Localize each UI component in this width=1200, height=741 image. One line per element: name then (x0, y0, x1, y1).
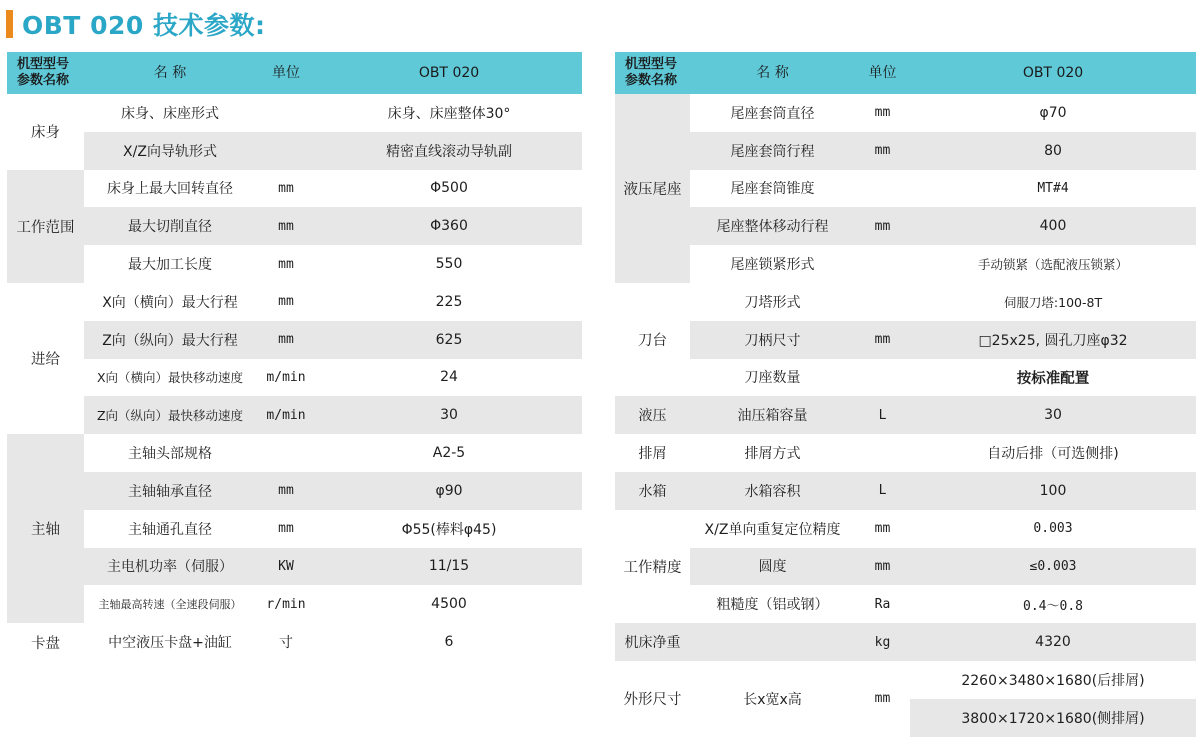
param-unit: mm (874, 521, 891, 537)
param-name: X向（横向）最快移动速度 (96, 370, 244, 386)
param-unit: KW (278, 558, 294, 574)
table-row (7, 434, 582, 472)
param-value: 30 (440, 407, 458, 424)
param-value: 400 (1039, 218, 1067, 235)
table-header-row (7, 52, 582, 94)
table-row (7, 132, 582, 170)
param-value: Φ55(棒料φ45) (401, 521, 497, 538)
header-corner (615, 52, 690, 94)
param-name: 主轴通孔直径 (128, 521, 212, 538)
param-name: 主轴轴承直径 (128, 483, 212, 500)
param-value: 11/15 (428, 558, 470, 575)
header-unit: 单位 (256, 52, 316, 94)
param-unit: mm (278, 483, 294, 499)
param-unit (855, 245, 910, 283)
table-row (615, 283, 1196, 321)
param-name: 最大切削直径 (128, 219, 212, 236)
param-unit (855, 434, 910, 472)
table-row (615, 245, 1196, 283)
param-value: MT#4 (1037, 180, 1069, 196)
header-name: 名 称 (84, 52, 256, 94)
header-corner-line1: 机型型号 (625, 57, 678, 72)
param-name: 尾座锁紧形式 (730, 257, 815, 274)
group-label: 刀台 (615, 283, 690, 396)
header-model: OBT 020 (910, 52, 1196, 94)
table-row (7, 548, 582, 586)
param-unit: r/min (266, 596, 306, 612)
param-value: Φ500 (430, 180, 468, 197)
header-corner (7, 52, 84, 94)
param-unit: mm (874, 558, 891, 574)
param-name: 尾座套筒行程 (730, 143, 815, 160)
table-row (615, 585, 1196, 623)
table-row (615, 623, 1196, 661)
param-value: φ90 (435, 482, 463, 499)
param-unit (256, 94, 316, 132)
param-name (690, 623, 855, 661)
param-name: 中空液压卡盘+油缸 (108, 635, 232, 652)
param-unit: mm (874, 105, 891, 121)
param-name: 床身上最大回转直径 (107, 181, 233, 198)
table-row (615, 132, 1196, 170)
group-label: 工作精度 (615, 510, 690, 623)
param-value: A2-5 (432, 445, 466, 462)
param-unit: L (878, 483, 887, 499)
param-name: 尾座套筒锥度 (730, 181, 815, 198)
param-unit: kg (874, 634, 891, 650)
param-name: 主电机功率（伺服） (107, 559, 233, 576)
param-unit: mm (278, 180, 294, 196)
param-unit: mm (278, 294, 294, 310)
param-name: 最大加工长度 (128, 257, 212, 274)
param-value: 550 (435, 256, 463, 273)
param-name: 圆度 (758, 559, 787, 576)
param-name: 水箱容积 (744, 483, 801, 500)
param-unit (855, 283, 910, 321)
header-unit: 单位 (855, 52, 910, 94)
param-value: 80 (1044, 142, 1062, 159)
param-name: Z向（纵向）最快移动速度 (96, 408, 244, 424)
param-name: 粗糙度（铝或钢） (716, 597, 829, 614)
param-name: 主轴最高转速（全速段伺服） (98, 598, 242, 612)
param-value: □25x25, 圆孔刀座φ32 (978, 332, 1128, 349)
param-value: 30 (1044, 407, 1062, 424)
param-name: 主轴头部规格 (128, 446, 212, 463)
param-unit: m/min (266, 369, 306, 385)
param-value: ≤0.003 (1029, 558, 1077, 574)
group-label: 工作范围 (7, 170, 84, 283)
param-value: 床身、床座整体30° (387, 105, 511, 122)
table-row (615, 170, 1196, 208)
param-unit: mm (874, 691, 891, 707)
table-row (7, 510, 582, 548)
title-accent-bar (6, 10, 13, 38)
param-value: 100 (1039, 482, 1067, 499)
table-row (615, 321, 1196, 359)
spec-table-left (7, 52, 582, 661)
table-row (7, 321, 582, 359)
header-corner-line1: 机型型号 (17, 57, 70, 72)
table-row (7, 472, 582, 510)
group-label: 卡盘 (7, 623, 84, 661)
table-row (7, 585, 582, 623)
param-unit: mm (278, 256, 294, 272)
param-unit (256, 132, 316, 170)
param-unit: Ra (874, 596, 891, 612)
param-name: 尾座套筒直径 (730, 105, 815, 122)
param-name: 刀塔形式 (744, 294, 801, 311)
group-label: 外形尺寸 (615, 661, 690, 737)
param-unit: L (878, 407, 887, 423)
table-row (7, 170, 582, 208)
param-unit: mm (278, 521, 294, 537)
header-corner-line2: 参数名称 (625, 73, 678, 88)
param-value: 6 (444, 634, 454, 651)
param-value: 24 (440, 369, 458, 386)
param-value: 自动后排（可选侧排) (987, 446, 1119, 463)
table-row (615, 472, 1196, 510)
param-value: 4500 (431, 596, 467, 613)
param-unit (256, 434, 316, 472)
group-label: 液压 (638, 408, 667, 425)
param-value: 手动锁紧（选配液压锁紧） (977, 257, 1128, 273)
param-unit: mm (874, 332, 891, 348)
param-value: 0.4～0.8 (1023, 598, 1083, 614)
group-label: 排屑 (638, 446, 667, 463)
param-unit: mm (278, 218, 294, 234)
table-row (615, 359, 1196, 397)
header-model: OBT 020 (316, 52, 582, 94)
param-name: Z向（纵向）最大行程 (102, 332, 238, 349)
group-label: 液压尾座 (615, 94, 690, 283)
param-name: X/Z向导轨形式 (123, 143, 217, 160)
table-row (7, 283, 582, 321)
page-title: OBT 020 技术参数: (22, 11, 266, 40)
group-label: 床身 (7, 94, 84, 170)
param-value: 625 (435, 331, 463, 348)
param-value: 精密直线滚动导轨副 (386, 143, 512, 160)
table-row (7, 94, 582, 132)
param-value: 2260×3480×1680(后排屑) (961, 672, 1145, 689)
param-unit: 寸 (279, 635, 293, 652)
param-unit: mm (874, 218, 891, 234)
table-header-row (615, 52, 1196, 94)
param-unit: m/min (266, 407, 306, 423)
spec-table-right (615, 52, 1196, 737)
param-value: Φ360 (430, 218, 468, 235)
table-row (7, 207, 582, 245)
param-name: 油压箱容量 (737, 408, 808, 425)
param-value: φ70 (1039, 104, 1067, 121)
table-row (7, 245, 582, 283)
param-value: 0.003 (1033, 521, 1073, 537)
param-value: 3800×1720×1680(侧排屑) (910, 699, 1196, 737)
param-unit (855, 170, 910, 208)
table-row (7, 396, 582, 434)
param-value: 伺服刀塔:100-8T (1003, 294, 1103, 310)
param-value: 4320 (1035, 634, 1071, 651)
param-name: 尾座整体移动行程 (716, 219, 829, 236)
group-label: 水箱 (638, 483, 667, 500)
group-label: 进给 (7, 283, 84, 434)
param-unit: mm (874, 143, 891, 159)
param-name: X/Z单向重复定位精度 (704, 521, 841, 538)
param-name: 刀柄尺寸 (744, 332, 801, 349)
group-label: 主轴 (7, 434, 84, 623)
table-row (615, 434, 1196, 472)
group-label: 机床净重 (624, 635, 681, 652)
table-row (615, 207, 1196, 245)
table-row (615, 548, 1196, 586)
table-row (615, 396, 1196, 434)
param-name: 长x宽x高 (743, 691, 802, 708)
table-row (615, 510, 1196, 548)
param-unit (855, 359, 910, 397)
param-name: 床身、床座形式 (121, 105, 219, 122)
table-row (7, 359, 582, 397)
header-name: 名 称 (690, 52, 855, 94)
table-row (7, 623, 582, 661)
param-name: X向（横向）最大行程 (102, 294, 238, 311)
param-name: 排屑方式 (744, 446, 801, 463)
table-row (615, 94, 1196, 132)
param-unit: mm (278, 332, 294, 348)
param-value: 225 (435, 293, 463, 310)
param-value: 按标准配置 (1016, 370, 1090, 387)
param-name: 刀座数量 (744, 370, 801, 387)
table-row (615, 661, 1196, 699)
header-corner-line2: 参数名称 (17, 73, 70, 88)
